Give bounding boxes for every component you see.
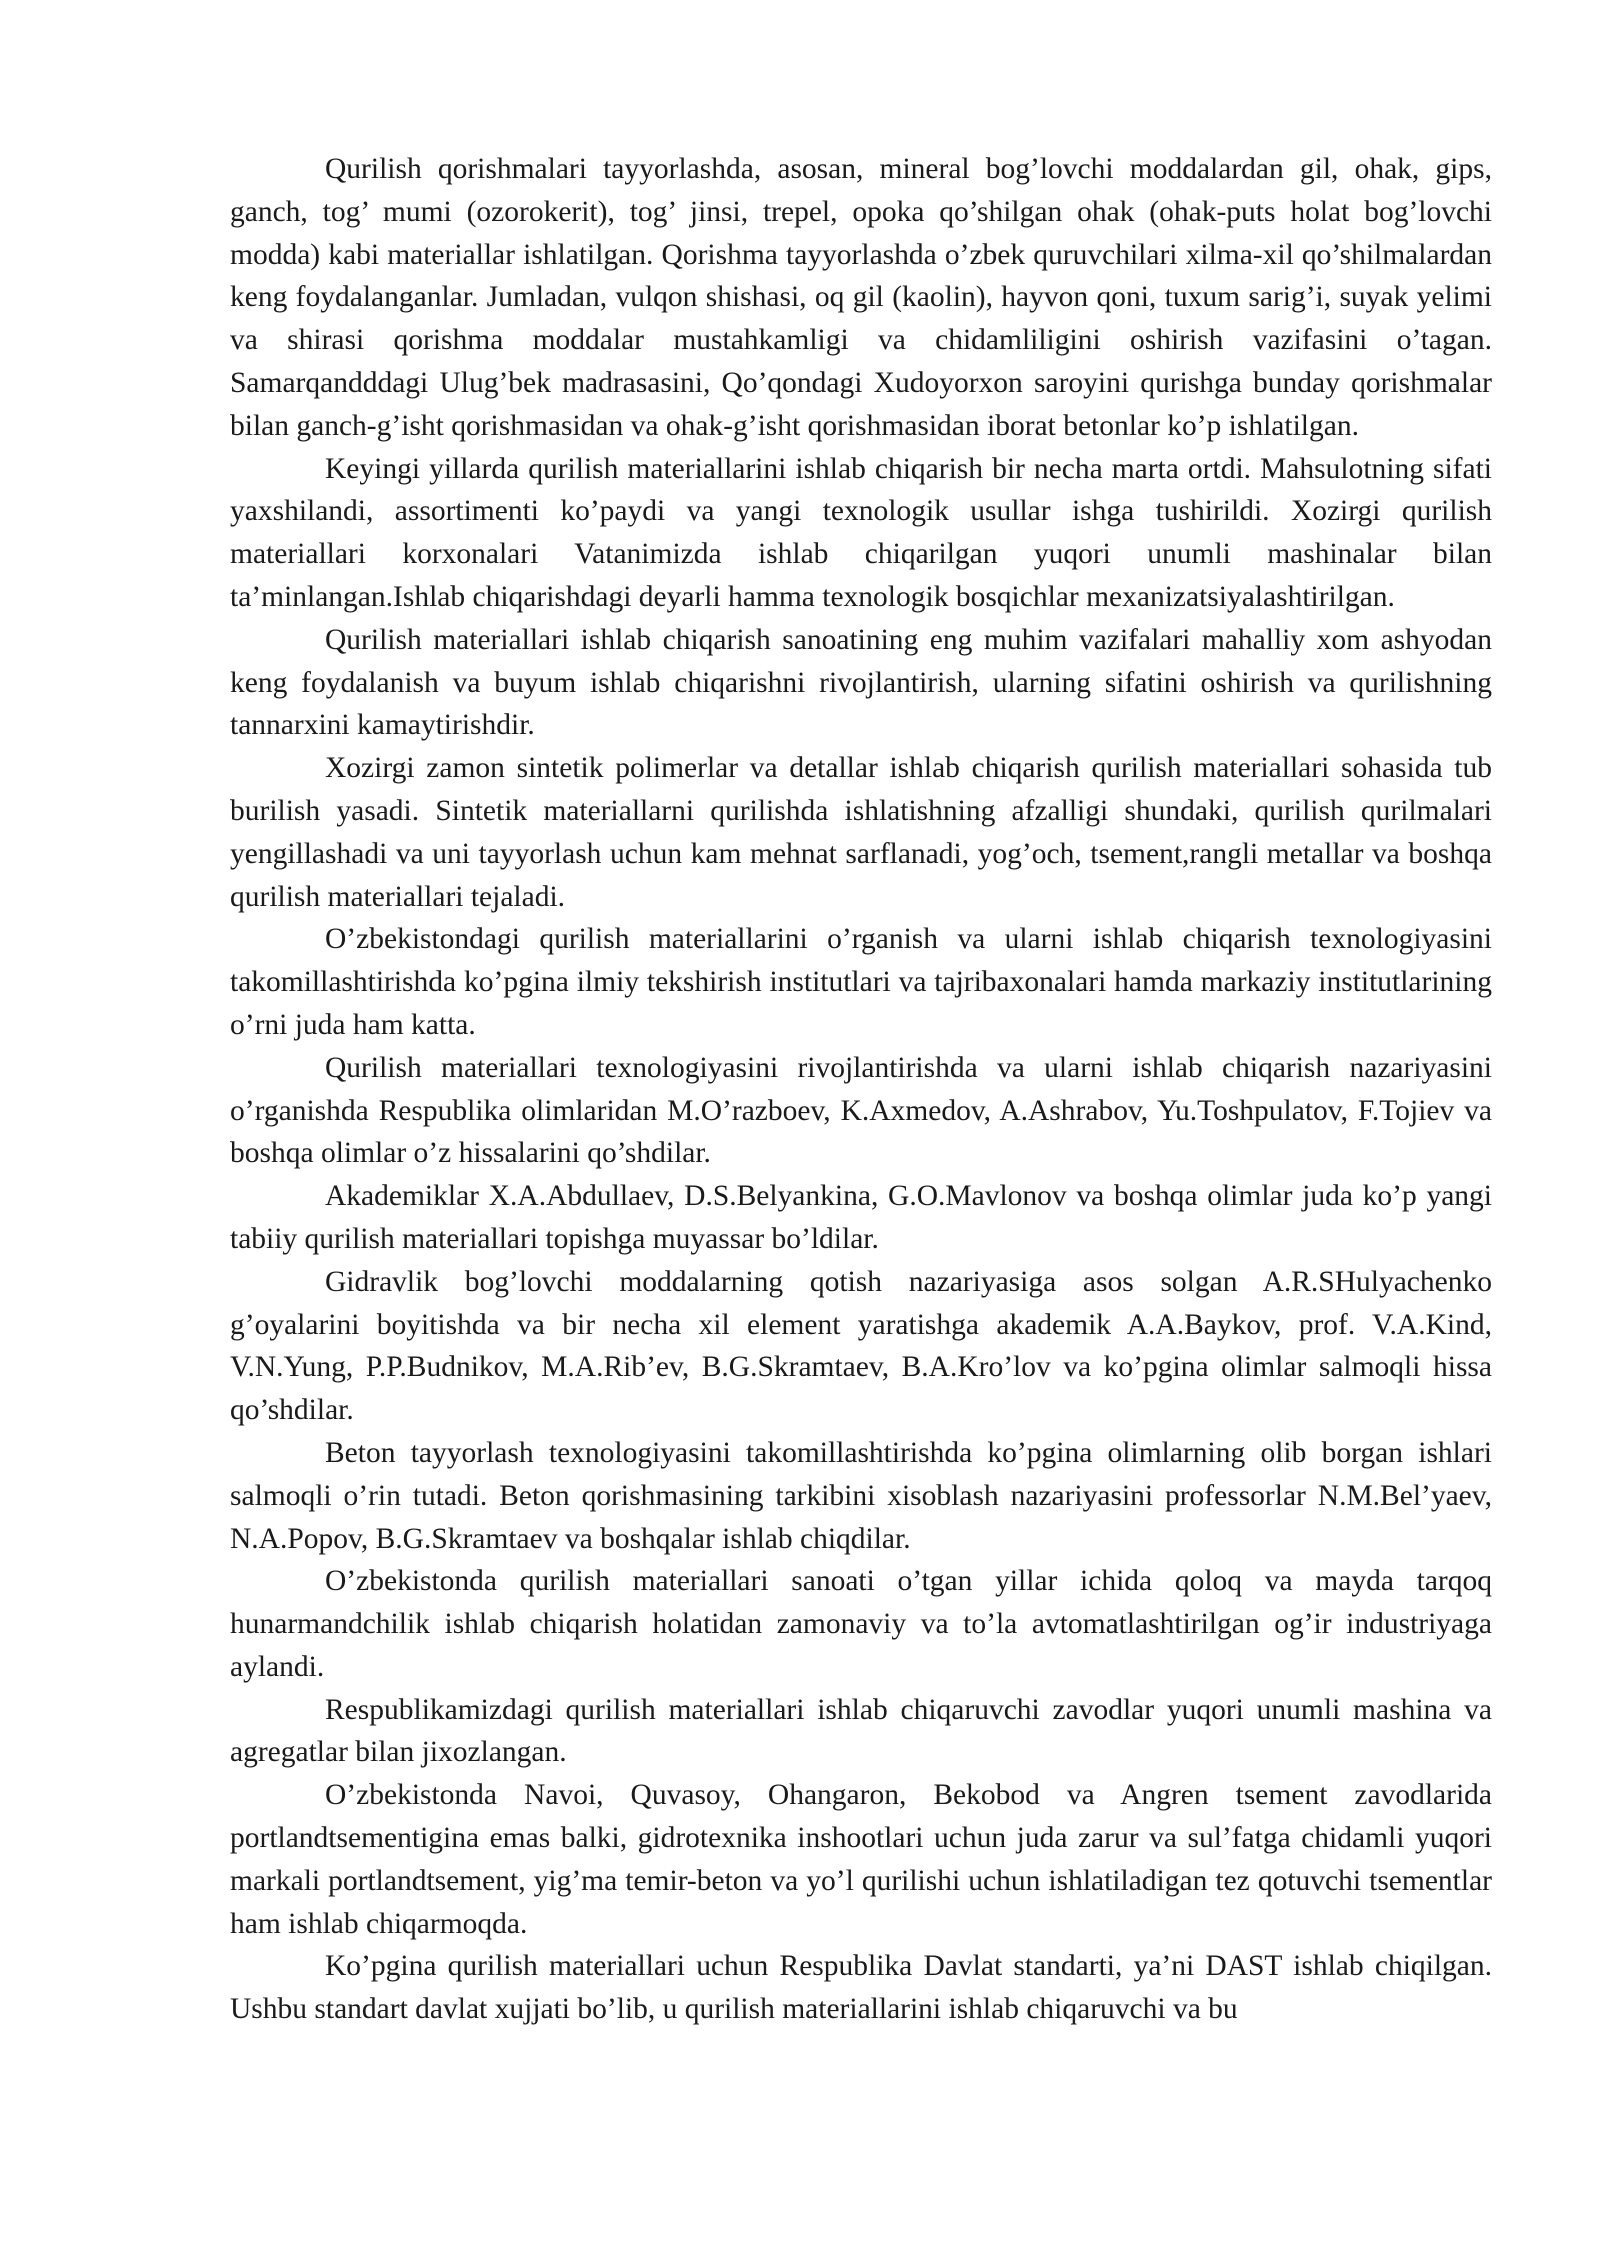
paragraph: Qurilish materiallari ishlab chiqarish sanoatining eng muhim vazifalari mahalliy xom ashyodan keng foydalanish va buyum ishlab chiqarishni rivojlantirish, ularning sifatini oshirish va qurilishning tannarxini kamaytirishdir. xyxy=(230,623,1492,742)
paragraph: Beton tayyorlash texnologiyasini takomillashtirishda ko’pgina olimlarning olib borgan ishlari salmoqli o’rin tutadi. Beton qorishmasining tarkibini xisoblash nazariyasini professorlar N.M.Bel’yaev, N.A.Popov, B.G.Skramtaev va boshqalar ishlab chiqdilar. xyxy=(230,1436,1492,1555)
paragraph: Qurilish materiallari texnologiyasini rivojlantirishda va ularni ishlab chiqarish nazariyasini o’rganishda Respublika olimlaridan M.O’razboev, K.Axmedov, A.Ashrabov, Yu.Toshpulatov, F.Tojiev va boshqa olimlar o’z hissalarini qo’shdilar. xyxy=(230,1051,1492,1170)
paragraph: O’zbekistondagi qurilish materiallarini o’rganish va ularni ishlab chiqarish texnologiyasini takomillashtirishda ko’pgina ilmiy tekshirish institutlari va tajribaxonalari hamda markaziy institutlarining o’rni juda ham katta. xyxy=(230,923,1492,1041)
paragraph: Gidravlik bog’lovchi moddalarning qotish nazariyasiga asos solgan A.R.SHulyachenko g’oyalarini boyitishda va bir necha xil element yaratishga akademik A.A.Baykov, prof. V.A.Kind, V.N.Yung, P.P.Budnikov, M.A.Rib’ev, B.G.Skramtaev, B.A.Kro’lov va ko’pgina olimlar salmoqli hissa qo’shdilar. xyxy=(230,1265,1492,1427)
paragraph: Respublikamizdagi qurilish materiallari ishlab chiqaruvchi zavodlar yuqori unumli mashina va agregatlar bilan jixozlangan. xyxy=(230,1693,1492,1769)
paragraph: O’zbekistonda Navoi, Quvasoy, Ohangaron, Bekobod va Angren tsement zavodlarida portlandtsementigina emas balki, gidrotexnika inshootlari uchun juda zarur va sul’fatga chidamli yuqori markali portlandtsement, yig’ma temir-beton va yo’l qurilishi uchun ishlatiladigan tez qotuvchi tsementlar ham ishlab chiqarmoqda. xyxy=(230,1779,1492,1940)
paragraph: Xozirgi zamon sintetik polimerlar va detallar ishlab chiqarish qurilish materiallari sohasida tub burilish yasadi. Sintetik materiallarni qurilishda ishlatishning afzalligi shundaki, qurilish qurilmalari yengillashadi va uni tayyorlash uchun kam mehnat sarflanadi, yog’och, tsement,rangli metallar va boshqa qurilish materiallari tejaladi. xyxy=(230,752,1492,913)
paragraph: Keyingi yillarda qurilish materiallarini ishlab chiqarish bir necha marta ortdi. Mahsulotning sifati yaxshilandi, assortimenti ko’paydi va yangi texnologik usullar ishga tushirildi. Xozirgi qurilish materiallari korxonalari Vatanimizda ishlab chiqarilgan yuqori unumli mashinalar bilan ta’minlangan.Ishlab chiqarishdagi deyarli hamma texnologik bosqichlar mexanizatsiyalashtirilgan. xyxy=(230,452,1492,613)
paragraph: O’zbekistonda qurilish materiallari sanoati o’tgan yillar ichida qoloq va mayda tarqoq hunarmandchilik ishlab chiqarish holatidan zamonaviy va to’la avtomatlashtirilgan og’ir industriyaga aylandi. xyxy=(230,1565,1492,1683)
paragraph: Ko’pgina qurilish materiallari uchun Respublika Davlat standarti, ya’ni DAST ishlab chiqilgan. Ushbu standart davlat xujjati bo’lib, u qurilish materiallarini ishlab chiqaruvchi va bu xyxy=(230,1950,1492,2026)
paragraph: Akademiklar X.A.Abdullaev, D.S.Belyankina, G.O.Mavlonov va boshqa olimlar juda ko’p yangi tabiiy qurilish materiallari topishga muyassar bo’ldilar. xyxy=(230,1180,1492,1255)
document-page xyxy=(230,148,1492,2031)
paragraph: Qurilish qorishmalari tayyorlashda, asosan, mineral bog’lovchi moddalardan gil, ohak, gips, ganch, tog’ mumi (ozorokerit), tog’ jinsi, trepel, opoka qo’shilgan ohak (ohak-puts holat bog’lovchi modda) kabi materiallar ishlatilgan. Qorishma tayyorlashda o’zbek quruvchilari xilma-xil qo’shilmalardan keng foydalanganlar. Jumladan, vulqon shishasi, oq gil (kaolin), hayvon qoni, tuxum sarig’i, suyak yelimi va shirasi qorishma moddalar mustahkamligi va chidamliligini oshirish vazifasini o’tagan. Samarqandddagi Ulug’bek madrasasini, Qo’qondagi Xudoyorxon saroyini qurishga bunday qorishmalar bilan ganch-g’isht qorishmasidan va ohak-g’isht qorishmasidan iborat betonlar ko’p ishlatilgan. xyxy=(230,153,1492,442)
